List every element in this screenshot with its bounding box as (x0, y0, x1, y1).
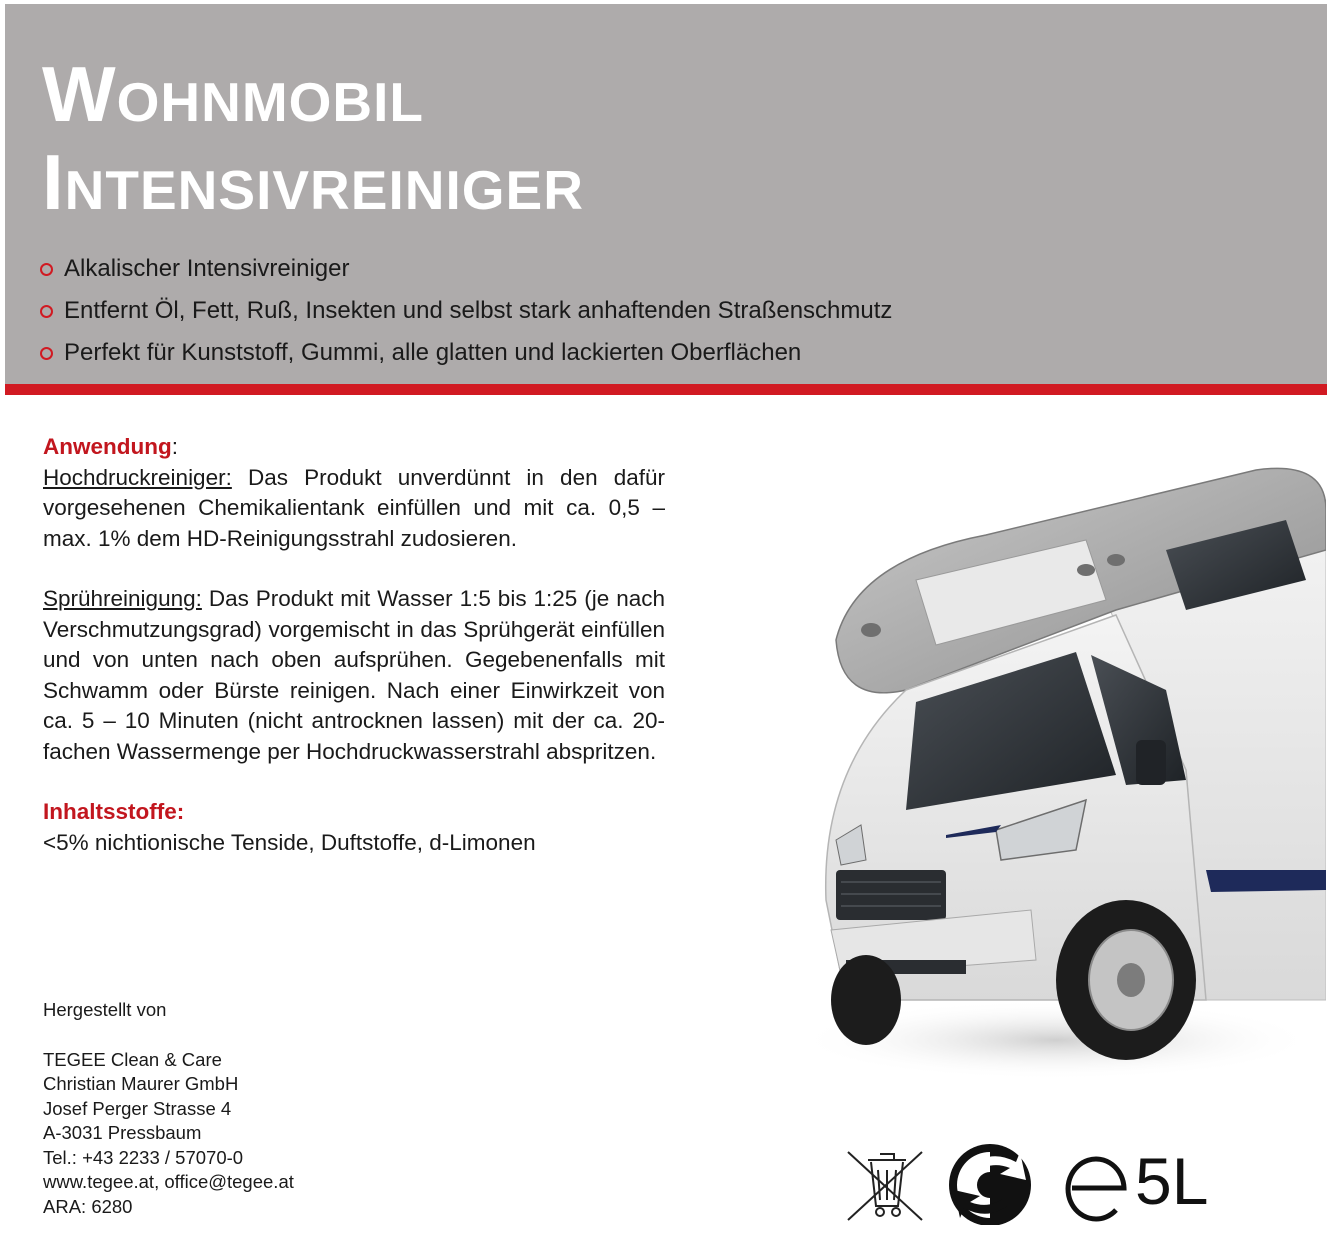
manufacturer-line: Josef Perger Strasse 4 (43, 1097, 232, 1119)
usage-section (43, 432, 665, 858)
hochdruck-text: Das Produkt unverdünnt in den dafür vorgesehenen Chemikalientank einfüllen und mit ca. 0,5 – max. 1% dem HD-Reinigungsstrahl zudosieren. (43, 464, 665, 551)
feature-text: Perfekt für Kunststoff, Gummi, alle glatten und lackierten Oberflächen (64, 339, 802, 366)
feature-item (40, 248, 892, 290)
manufacturer-block (43, 998, 294, 1219)
bullet-ring-icon (40, 263, 53, 276)
spruehen-text: Das Produkt mit Wasser 1:5 bis 1:25 (je nach Verschmutzungsgrad) vorgemischt in das Sprühgerät einfüllen und von unten nach oben aufsprühen. Gegebenenfalls mit Schwamm oder Bürste reinigen. Nach einer Einwirkzeit von ca. 5 – 10 Minuten (nicht antrocknen lassen) mit der ca. 20-fachen Wassermenge per Hochdruckwasserstrahl abspritzen. (43, 586, 665, 764)
feature-item (40, 332, 892, 374)
estimated-sign-icon (1068, 1159, 1124, 1219)
feature-list (40, 248, 892, 374)
product-title (42, 50, 584, 226)
spacer (43, 554, 665, 584)
manufacturer-line: A-3031 Pressbaum (43, 1122, 202, 1143)
spruehen-label: Sprühreinigung: (43, 586, 202, 611)
crossed-out-bin-icon (848, 1152, 922, 1220)
red-divider (5, 384, 1327, 395)
manufacturer-line: Christian Maurer GmbH (43, 1073, 239, 1094)
green-dot-recycling-icon (949, 1144, 1031, 1225)
bullet-ring-icon (40, 347, 53, 360)
feature-text: Alkalischer Intensivreiniger (64, 255, 350, 282)
feature-item (40, 290, 892, 332)
manufacturer-line: www.tegee.at, office@tegee.at (43, 1171, 294, 1192)
manufacturer-line: ARA: 6280 (43, 1195, 133, 1217)
manufacturer-label: Hergestellt von (43, 999, 167, 1020)
hochdruck-label: Hochdruckreiniger: (43, 464, 232, 490)
bullet-ring-icon (40, 305, 53, 318)
manufacturer-line: Tel.: +43 2233 / 57070-0 (43, 1146, 244, 1168)
volume-label: 5L (1135, 1144, 1209, 1218)
hochdruck-paragraph (43, 463, 665, 555)
anwendung-heading: Anwendung (43, 434, 172, 459)
feature-text: Entfernt Öl, Fett, Ruß, Insekten und selbst stark anhaftenden Straßenschmutz (64, 297, 893, 324)
inhaltsstoffe-text: <5% nichtionische Tenside, Duftstoffe, d-Limonen (43, 829, 536, 855)
inhaltsstoffe-heading-line (43, 797, 665, 828)
title-line-1: Wohnmobil (42, 50, 425, 138)
anwendung-heading-line (43, 432, 665, 463)
spruehen-paragraph (43, 584, 665, 767)
anwendung-colon: : (171, 434, 178, 459)
inhaltsstoffe-heading: Inhaltsstoffe: (43, 799, 185, 824)
manufacturer-line: TEGEE Clean & Care (43, 1048, 222, 1070)
title-line-2: Intensivreiniger (42, 138, 584, 226)
motorhome-image (786, 440, 1326, 1100)
spacer (43, 767, 665, 797)
